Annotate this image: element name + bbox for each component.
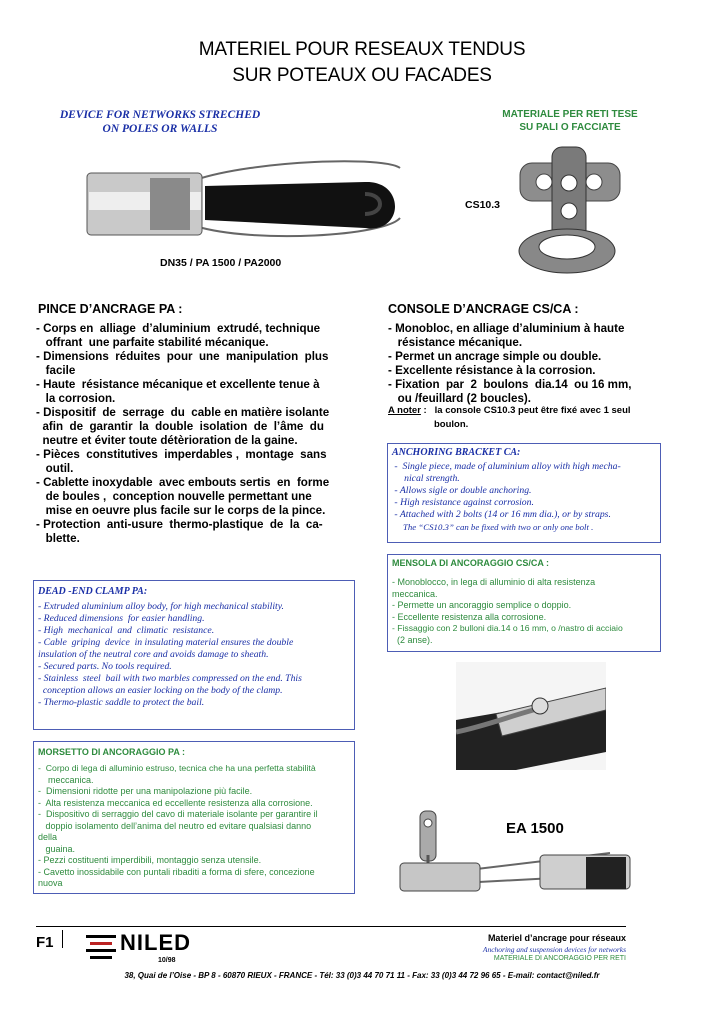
list-item: nical strength. [392, 473, 460, 484]
console-cs103-photo [512, 143, 632, 278]
list-item: - Extruded aluminium alloy body, for high mechanical stability. [38, 601, 284, 612]
list-item: - Dispositivo di serraggio del cavo di materiale isolante per garantire il [38, 809, 318, 819]
box-title: DEAD -END CLAMP PA: [38, 586, 148, 597]
list-item: - Fissaggio con 2 bulloni dia.14 o 16 mm, o /nastro di acciaio [392, 623, 623, 633]
list-item: della [38, 832, 58, 842]
mensola-it-box [387, 554, 661, 652]
list-item: - Fixation par 2 boulons dia.14 ou 16 mm, [388, 378, 632, 391]
list-item: guaina. [38, 843, 76, 854]
list-item: - Protection anti-usure thermo-plastique de la ca- [36, 518, 323, 531]
list-item: - Allows sigle or double anchoring. [392, 485, 532, 496]
list-item: blette. [36, 532, 80, 545]
list-item: - Dimensioni ridotte per una manipolazione più facile. [38, 786, 253, 796]
list-item: - Dimensions réduites pour une manipulation plus [36, 350, 329, 363]
list-item: (2 anse). [392, 634, 433, 645]
niled-logo-mark-icon [84, 933, 120, 961]
page-code: F1 [36, 934, 54, 951]
list-item: - Cavetto inossidabile con puntali ribaditi a forma di sfere, concezione [38, 866, 315, 877]
list-item: - Alta resistenza meccanica ed eccellente resistenza alla corrosione. [38, 797, 313, 808]
dead-end-clamp-photo [55, 148, 415, 258]
list-item: - High resistance against corrosion. [392, 497, 534, 508]
footer-tag-fr: Materiel d’ancrage pour réseaux [487, 933, 626, 943]
list-item: meccanica. [392, 588, 438, 599]
brand-name: NILED [120, 930, 191, 955]
list-item: - Corps en alliage d’aluminium extrudé, technique [36, 322, 321, 335]
subtitle-it: MATERIALE PER RETI TESE SU PALI O FACCIATE [502, 109, 638, 133]
list-item: la corrosion. [36, 392, 116, 405]
list-item: - Dispositif de serrage du cable en matière isolante [36, 406, 330, 419]
ea1500-photo [390, 805, 660, 900]
list-item: offrant une parfaite stabilité mécanique. [36, 336, 269, 349]
list-item: - Single piece, made of aluminium alloy with high mecha- [392, 461, 621, 472]
list-item: - Thermo-plastic saddle to protect the bail. [38, 697, 205, 708]
console-list [388, 322, 688, 406]
list-item: doppio isolamento dell’anima del neutro ed evitare qualsiasi danno [38, 820, 312, 831]
clamp-label: DN35 / PA 1500 / PA2000 [160, 257, 282, 269]
box-title: ANCHORING BRACKET CA: [392, 447, 521, 458]
list-item: - Permet un ancrage simple ou double. [388, 350, 602, 363]
list-item: - Cablette inoxydable avec embouts sertis en forme [36, 476, 330, 489]
list-item: The “CS10.3” can be fixed with two or only one bolt . [392, 522, 594, 532]
box-title: MENSOLA DI ANCORAGGIO CS/CA : [392, 558, 549, 568]
list-item: outil. [36, 462, 74, 475]
list-item: - Cable griping device in insulating material ensures the double [38, 637, 294, 648]
footer-separator [62, 930, 63, 948]
anchoring-en-box [387, 443, 661, 543]
deadend-en-box [33, 580, 355, 730]
list-item: - High mechanical and climatic resistance. [38, 625, 215, 636]
footer-divider [36, 926, 626, 927]
list-item: - Haute résistance mécanique et excellente tenue à [36, 378, 320, 391]
ea-label: EA 1500 [506, 820, 564, 837]
list-item: - Pièces constitutives imperdables , montage sans [36, 448, 327, 461]
list-item: neutre et éviter toute détèrioration de la gaine. [36, 434, 298, 447]
list-item: conception allows an easier locking on the body of the clamp. [38, 685, 283, 696]
list-item: - Attached with 2 bolts (14 or 16 mm dia.), or by straps. [392, 509, 611, 520]
list-item: - Secured parts. No tools required. [38, 661, 172, 672]
page-title-line2: SUR POTEAUX OU FACADES [232, 65, 492, 86]
list-item: facile [36, 364, 76, 377]
page-title-line1: MATERIEL POUR RESEAUX TENDUS [198, 39, 526, 60]
list-item: - Reduced dimensions for easier handling. [38, 613, 205, 624]
niled-logo [84, 933, 120, 966]
list-item: mise en oeuvre plus facile sur le corps de la pince. [36, 504, 326, 517]
list-item: insulation of the neutral core and avoids damage to sheath. [38, 649, 269, 660]
list-item: - Permette un ancoraggio semplice o doppio. [392, 600, 572, 610]
footer-tag-en: Anchoring and suspension devices for networks [482, 945, 626, 954]
subtitle-en: DEVICE FOR NETWORKS STRECHED ON POLES OR WALLS [59, 109, 261, 135]
clamp-detail-photo [456, 662, 606, 770]
list-item: de boules , conception nouvelle permettant une [36, 490, 312, 503]
doc-date: 10/98 [158, 957, 176, 964]
console-note-cont: boulon. [434, 419, 469, 430]
list-item: résistance mécanique. [388, 336, 523, 349]
list-item: - Excellente résistance à la corrosion. [388, 364, 596, 377]
note-label: A noter [388, 405, 421, 416]
footer-address: 38, Quai de l’Oise - BP 8 - 60870 RIEUX - FRANCE - Tél: 33 (0)3 44 70 71 11 - Fax: 33 (0)3 44 72 96 65 - E-mail: contact@niled.fr [124, 971, 600, 980]
list-item: - Eccellente resistenza alla corrosione. [392, 611, 547, 622]
list-item: meccanica. [38, 774, 94, 785]
console-note: A noter : la console CS10.3 peut être fixé avec 1 seul [388, 405, 631, 416]
box-title: MORSETTO DI ANCORAGGIO PA : [38, 747, 186, 757]
footer-tag-it: MATERIALE DI ANCORAGGIO PER RETI [493, 955, 626, 962]
pince-list [36, 322, 356, 546]
list-item: - Monobloc, en alliage d’aluminium à haute [388, 322, 625, 335]
console-label: CS10.3 [465, 199, 501, 211]
list-item: ou /feuillard (2 boucles). [388, 392, 532, 405]
console-heading: CONSOLE D’ANCRAGE CS/CA : [388, 302, 579, 316]
list-item: nuova [38, 878, 63, 888]
list-item: - Corpo di lega di alluminio estruso, tecnica che ha una perfetta stabilità [38, 763, 316, 773]
list-item: - Monoblocco, in lega di alluminio di alta resistenza [392, 577, 596, 587]
list-item: - Pezzi costituenti imperdibili, montaggio senza utensile. [38, 855, 262, 865]
list-item: afin de garantir la double isolation de l’âme du [36, 420, 324, 433]
morsetto-it-box [33, 741, 355, 894]
pince-heading: PINCE D’ANCRAGE PA : [38, 302, 183, 316]
list-item: - Stainless steel bail with two marbles compressed on the end. This [38, 673, 302, 684]
